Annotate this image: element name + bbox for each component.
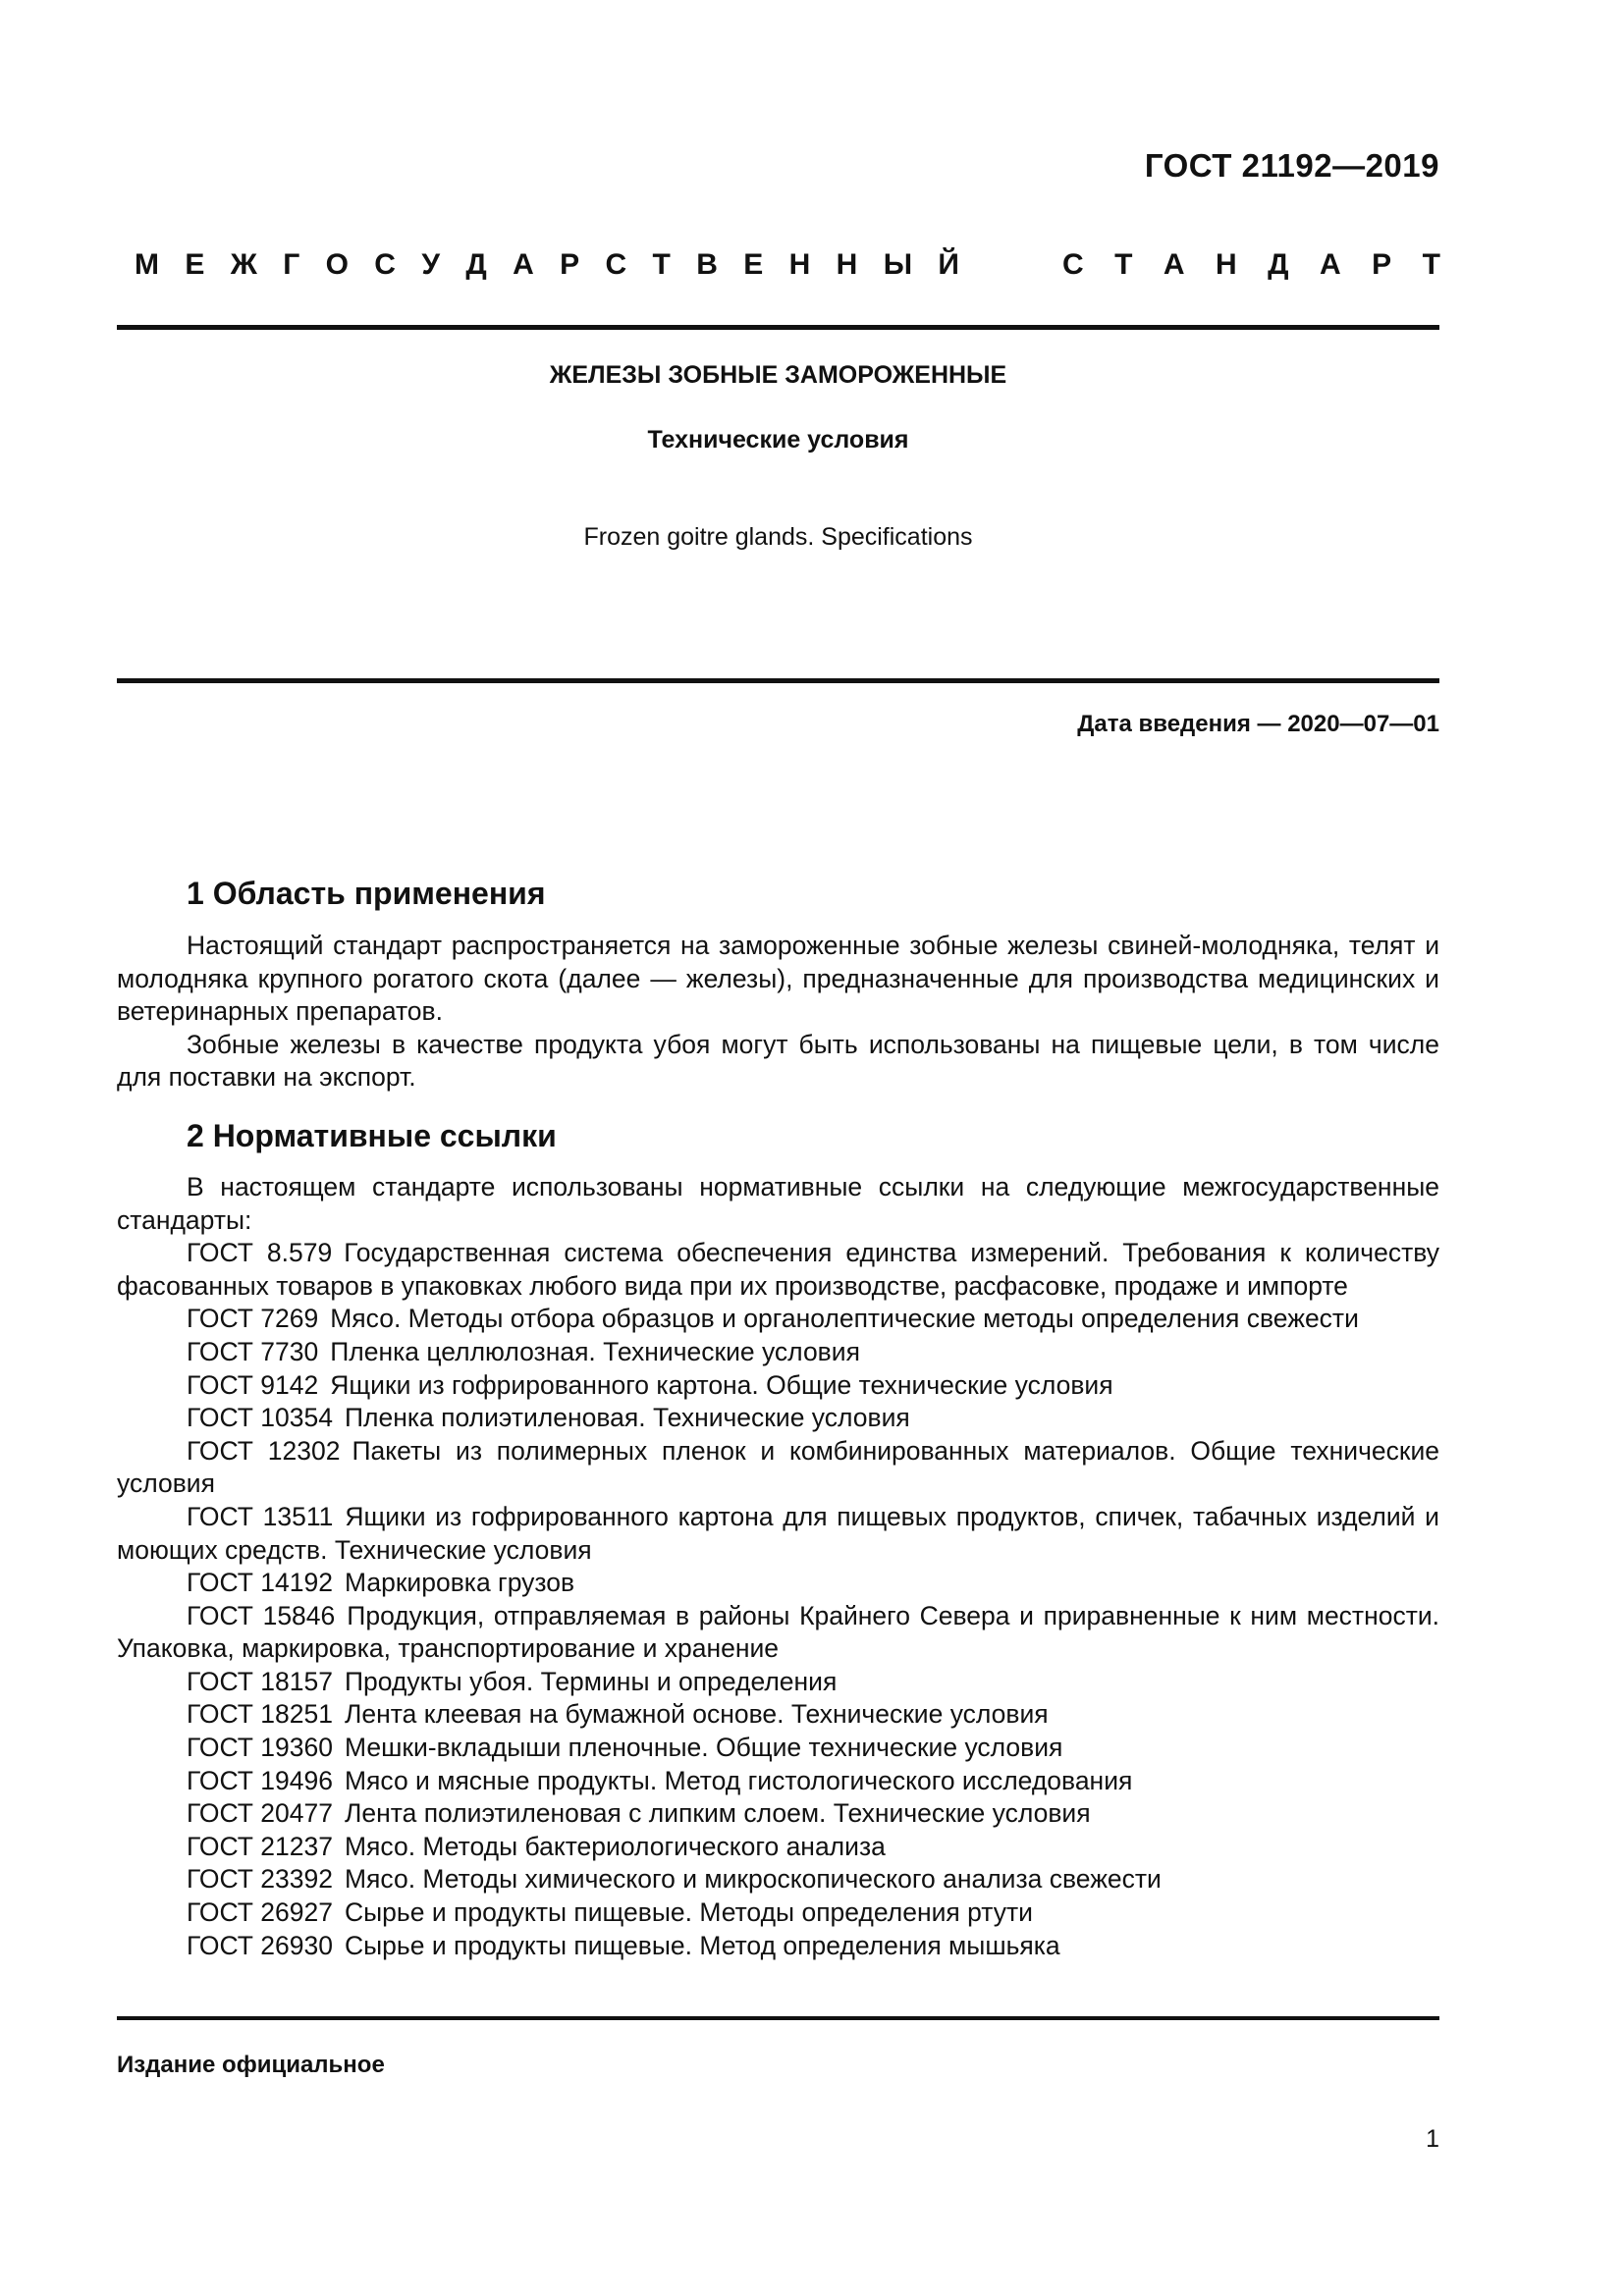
- reference-title: Продукты убоя. Термины и определения: [344, 1666, 838, 1696]
- reference-title: Сырье и продукты пищевые. Методы определения ртути: [344, 1897, 1033, 1928]
- middle-divider: [117, 678, 1439, 683]
- reference-item: [117, 1501, 1439, 1567]
- bottom-divider: [117, 2016, 1439, 2020]
- reference-code: ГОСТ 23392: [187, 1864, 333, 1895]
- reference-item: [117, 1600, 1439, 1666]
- reference-code: ГОСТ 9142: [187, 1369, 319, 1400]
- reference-title: Государственная система обеспечения единства измерений. Требования к количеству фасованных товаров в упаковках любого вида при их производстве, расфасовке, продаже и импорте: [117, 1238, 1439, 1301]
- page-number: 1: [1426, 2125, 1439, 2153]
- reference-code: ГОСТ 18157: [187, 1666, 333, 1696]
- document-body: [117, 874, 1439, 1962]
- reference-item: [117, 1698, 1439, 1732]
- reference-title: Мясо. Методы химического и микроскопического анализа свежести: [344, 1864, 1162, 1895]
- section-1-heading: 1 Область применения: [187, 876, 546, 911]
- normative-references-list: [117, 1237, 1439, 1962]
- reference-item: [117, 1336, 1439, 1369]
- reference-code: ГОСТ 21237: [187, 1831, 333, 1861]
- reference-code: ГОСТ 14192: [187, 1568, 333, 1598]
- reference-code: ГОСТ 7730: [187, 1336, 319, 1366]
- reference-title: Ящики из гофрированного картона. Общие технические условия: [330, 1369, 1113, 1400]
- document-title: ЖЕЛЕЗЫ ЗОБНЫЕ ЗАМОРОЖЕННЫЕ: [549, 361, 1007, 389]
- reference-item: [117, 1666, 1439, 1699]
- standard-type-heading: [135, 248, 1440, 282]
- reference-code: ГОСТ 7269: [187, 1304, 319, 1334]
- reference-item: [117, 1797, 1439, 1831]
- reference-item: [117, 1732, 1439, 1765]
- document-number: ГОСТ 21192—2019: [1144, 147, 1439, 184]
- reference-code: ГОСТ 10354: [187, 1403, 333, 1433]
- introduction-date: Дата введения — 2020—07—01: [1077, 711, 1439, 737]
- reference-code: ГОСТ 20477: [187, 1798, 333, 1829]
- reference-item: [117, 1237, 1439, 1303]
- reference-code: ГОСТ 13511: [187, 1501, 334, 1531]
- reference-item: [117, 1567, 1439, 1600]
- reference-title: Мясо и мясные продукты. Метод гистологического исследования: [344, 1765, 1133, 1795]
- reference-item: [117, 1402, 1439, 1435]
- reference-code: ГОСТ 19496: [187, 1765, 333, 1795]
- reference-title: Пакеты из полимерных пленок и комбинированных материалов. Общие технические условия: [117, 1435, 1439, 1499]
- reference-title: Пленка целлюлозная. Технические условия: [330, 1336, 860, 1366]
- reference-code: ГОСТ 19360: [187, 1733, 333, 1763]
- reference-code: ГОСТ 12302: [187, 1435, 341, 1466]
- reference-title: Мясо. Методы бактериологического анализа: [344, 1831, 886, 1861]
- reference-title: Лента полиэтиленовая с липким слоем. Технические условия: [344, 1798, 1091, 1829]
- reference-item: [117, 1930, 1439, 1963]
- official-edition-label: Издание официальное: [117, 2052, 385, 2078]
- standard-type-letters-1: М Е Ж Г О С У Д А Р С Т В Е Н Н Ы Й: [135, 248, 959, 281]
- reference-title: Маркировка грузов: [344, 1568, 575, 1598]
- reference-item: [117, 1303, 1439, 1336]
- reference-item: [117, 1831, 1439, 1864]
- reference-title: Пленка полиэтиленовая. Технические условия: [344, 1403, 910, 1433]
- section-1-paragraph-2: Зобные железы в качестве продукта убоя могут быть использованы на пищевые цели, в том числе для поставки на экспорт.: [117, 1029, 1439, 1093]
- reference-title: Ящики из гофрированного картона для пищевых продуктов, спичек, табачных изделий и моющих средств. Технические условия: [117, 1501, 1439, 1565]
- reference-title: Лента клеевая на бумажной основе. Технические условия: [344, 1699, 1049, 1730]
- section-2-heading: 2 Нормативные ссылки: [187, 1117, 557, 1153]
- reference-title: Мясо. Методы отбора образцов и органолептические методы определения свежести: [330, 1304, 1359, 1334]
- reference-title: Сырье и продукты пищевые. Метод определения мышьяка: [344, 1930, 1060, 1960]
- section-1-paragraph-1: Настоящий стандарт распространяется на замороженные зобные железы свиней-молодняка, телят и молодняка крупного рогатого скота (далее — железы), предназначенные для производства медицинских и ветеринарных препаратов.: [117, 931, 1439, 1027]
- standard-type-letters-2: С Т А Н Д А Р Т: [1062, 248, 1440, 281]
- english-title: Frozen goitre glands. Specifications: [583, 523, 973, 551]
- reference-item: [117, 1765, 1439, 1798]
- reference-code: ГОСТ 8.579: [187, 1238, 333, 1268]
- reference-item: [117, 1863, 1439, 1896]
- reference-code: ГОСТ 26927: [187, 1897, 333, 1928]
- reference-code: ГОСТ 15846: [187, 1600, 336, 1630]
- top-divider: [117, 325, 1439, 330]
- reference-title: Продукция, отправляемая в районы Крайнего Севера и приравненные к ним местности. Упаковка, маркировка, транспортирование и хранение: [117, 1600, 1439, 1664]
- reference-item: [117, 1896, 1439, 1930]
- document-subtitle: Технические условия: [647, 426, 909, 454]
- reference-code: ГОСТ 18251: [187, 1699, 333, 1730]
- reference-title: Мешки-вкладыши пленочные. Общие технические условия: [344, 1733, 1063, 1763]
- reference-item: [117, 1369, 1439, 1403]
- reference-code: ГОСТ 26930: [187, 1930, 333, 1960]
- section-2-intro: В настоящем стандарте использованы нормативные ссылки на следующие межгосударственные стандарты:: [117, 1171, 1439, 1235]
- reference-item: [117, 1435, 1439, 1501]
